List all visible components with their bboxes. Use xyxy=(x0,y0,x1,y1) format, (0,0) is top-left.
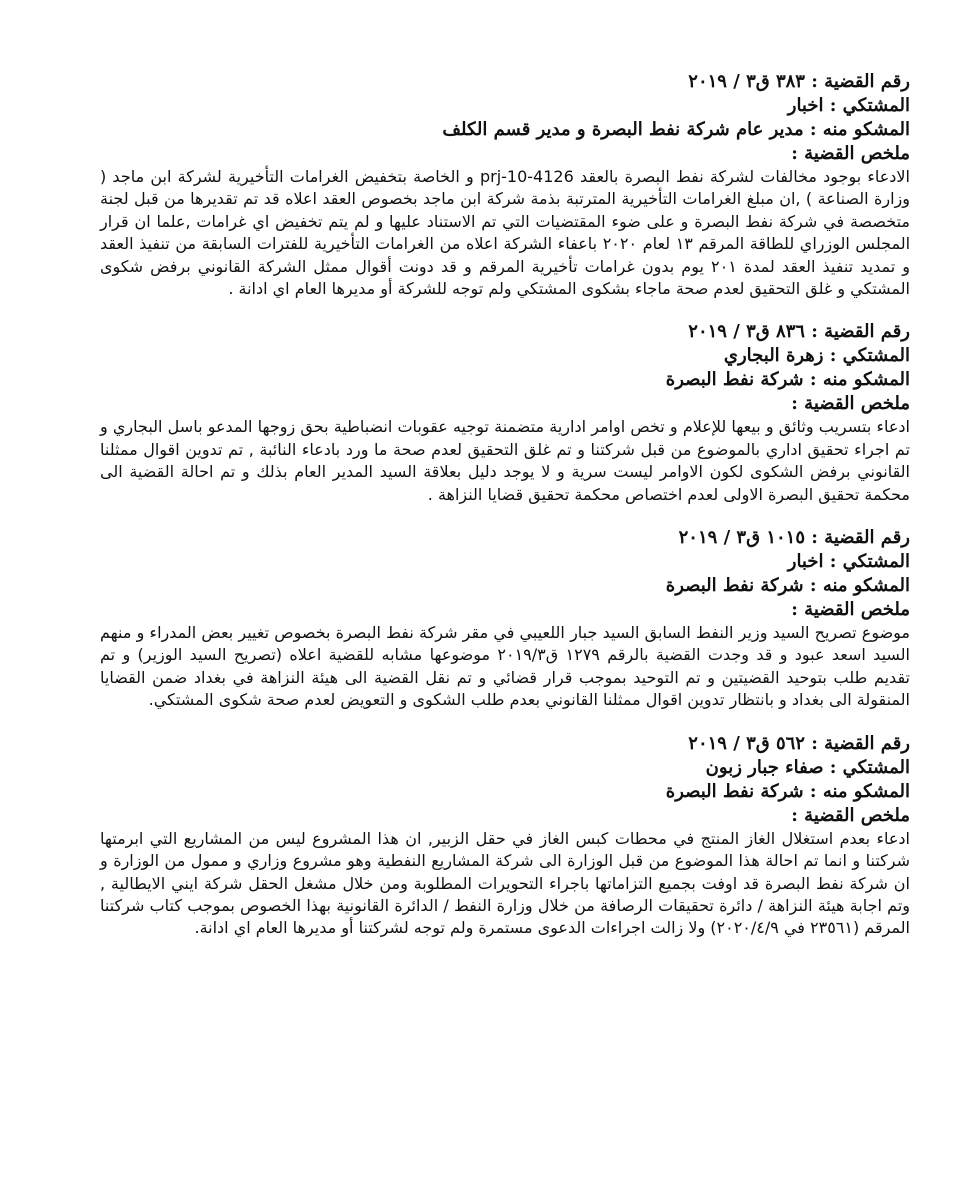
case-block-562 xyxy=(100,732,910,940)
respondent: المشكو منه : شركة نفط البصرة xyxy=(665,575,910,597)
case-block-836 xyxy=(100,320,910,506)
document-page xyxy=(100,70,910,960)
case-summary: ادعاء بتسريب وثائق و بيعها للإعلام و تخص اوامر ادارية متضمنة توجيه عقوبات انضباطية بحق زوجها المدعو باسل البجاري و تم اجراء تحقيق اداري بالموضوع من قبل شركتنا و تم غلق التحقيق لعدم صحة ما ورد بادعاء النائبة , تم تدوين اقوال ممثلنا القانوني برفض الشكوى لكون الاوامر ليست سرية و لا يوجد دليل بعلاقة السيد المدير العام بذلك و تم احالة القضية الى محكمة تحقيق البصرة الاولى لعدم اختصاص محكمة تحقيق قضايا النزاهة . xyxy=(100,417,910,504)
case-block-383 xyxy=(100,70,910,300)
respondent: المشكو منه : شركة نفط البصرة xyxy=(665,369,910,391)
complainant: المشتكي : صفاء جبار زبون xyxy=(705,756,910,778)
respondent: المشكو منه : مدير عام شركة نفط البصرة و مدير قسم الكلف xyxy=(442,119,910,140)
case-number: رقم القضية : ١٠١٥ ق٣ / ٢٠١٩ xyxy=(678,527,910,549)
complainant: المشتكي : اخبار xyxy=(787,551,910,573)
case-number: رقم القضية : ٨٣٦ ق٣ / ٢٠١٩ xyxy=(688,321,910,343)
summary-label: ملخص القضية : xyxy=(791,143,910,164)
summary-label: ملخص القضية : xyxy=(791,599,910,621)
case-summary: الادعاء بوجود مخالفات لشركة نفط البصرة بالعقد prj-10-4126 و الخاصة بتخفيض الغرامات التأخيرية لشركة ابن ماجد ( وزارة الصناعة ) ,ان مبلغ الغرامات التأخيرية المترتبة بذمة شركة ابن ماجد بخصوص العقد اعلاه قد تم تقديرها من قبل لجنة متخصصة في شركة نفط البصرة و على ضوء المقتضيات التي تم الاستناد عليها و لم يتم تخفيض اي غرامات ,علما ان قرار المجلس الوزراي للطاقة المرقم ١٣ لعام ٢٠٢٠ باعفاء الشركة اعلاه من الغرامات التأخيرية للفترات السابقة من تنفيذ العقد و تمديد تنفيذ العقد لمدة ٢٠١ يوم بدون غرامات تأخيرية المرقم و قد دونت أقوال ممثل الشركة القانوني برفض شكوى المشتكي و غلق التحقيق لعدم صحة ماجاء بشكوى المشتكي ولم توجه للشركة أو مديرها العام اي ادانة . xyxy=(100,167,911,299)
case-summary: موضوع تصريح السيد وزير النفط السابق السيد جبار اللعيبي في مقر شركة نفط البصرة بخصوص تغيير بعض المدراء و منهم السيد اسعد عبود و قد وجدت القضية بالرقم ١٢٧٩ ق٢٠١٩/٣ موضوعها مشابه للقضية اعلاه (تصريح السيد الوزير) و تم تقديم طلب بتوحيد القضيتين و تم التوحيد بموجب قرار قضائي و تم نقل القضية الى هيئة النزاهة في بغداد ضمن القضايا المنقولة الى بغداد و بانتظار تدوين اقوال ممثلنا القانوني بعدم طلب الشكوى و التعويض لعدم صحة شكوى المشتكي. xyxy=(100,623,910,710)
respondent: المشكو منه : شركة نفط البصرة xyxy=(665,780,910,802)
summary-label: ملخص القضية : xyxy=(791,393,910,415)
case-block-1015 xyxy=(100,526,910,712)
case-summary: ادعاء بعدم استغلال الغاز المنتج في محطات كبس الغاز في حقل الزبير, ان هذا المشروع ليس من المشاريع التي ابرمتها شركتنا و انما تم احالة هذا الموضوع من قبل الوزارة الى شركة المشاريع النفطية وهو مشروع وزاري و ممول من الوزارة و ان شركة نفط البصرة قد اوفت بجميع التزاماتها باجراء التحويرات المطلوبة ومن خلال مشغل الحقل شركة ايني الايطالية , وتم اجابة هيئة النزاهة / دائرة تحقيقات الرصافة من خلال وزارة النفط / الدائرة القانونية بهذا الخصوص بموجب كتاب شركتنا المرقم (٢٣٥٦١ في ٢٠٢٠/٤/٩) ولا زالت اجراءات الدعوى مستمرة ولم توجه لشركتنا أو مديرها العام اي ادانة. xyxy=(100,828,910,938)
case-number: رقم القضية : ٥٦٢ ق٣ / ٢٠١٩ xyxy=(688,732,910,754)
complainant: المشتكي : اخبار xyxy=(787,95,910,116)
summary-label: ملخص القضية : xyxy=(791,804,910,826)
complainant: المشتكي : زهرة البجاري xyxy=(723,345,910,367)
case-number: رقم القضية : ٣٨٣ ق٣ / ٢٠١٩ xyxy=(688,71,910,92)
